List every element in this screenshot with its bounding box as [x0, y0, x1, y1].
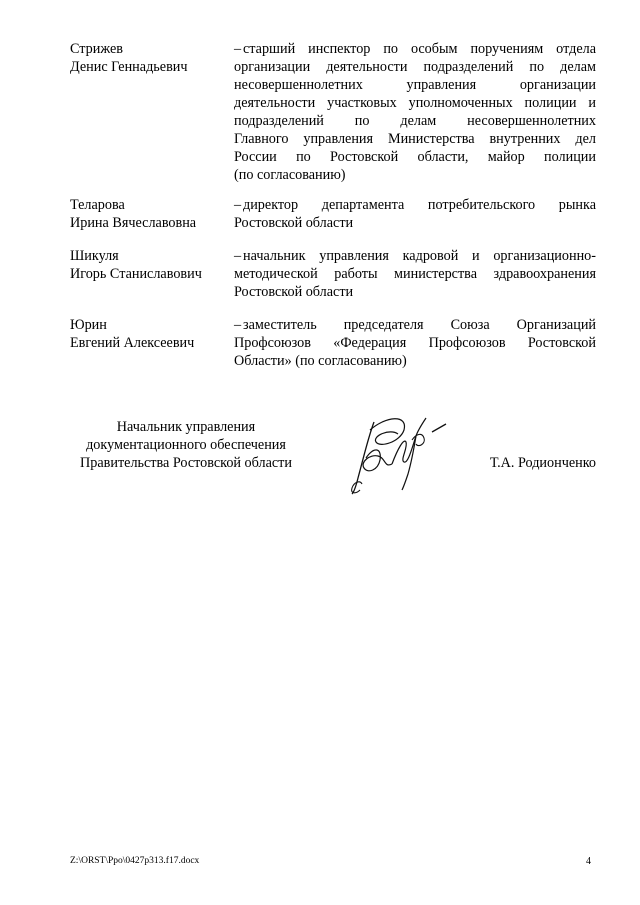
member-given-name: Игорь Станиславович	[70, 266, 202, 282]
position-line: Главного управления Министерства внутренних дел	[234, 131, 596, 147]
position-line: заместитель председателя Союза Организаций	[243, 317, 596, 333]
member-dash: –	[234, 248, 242, 264]
position-line: (по согласованию)	[234, 167, 346, 183]
signer-name: Т.А. Родионченко	[489, 455, 596, 471]
member-entry	[70, 316, 596, 370]
position-line: методической работы министерства здравоохранения	[234, 266, 596, 282]
position-line: организации деятельности подразделений по делам	[234, 59, 596, 75]
position-line: Профсоюзов «Федерация Профсоюзов Ростовской	[234, 335, 596, 351]
signer-title-line: Начальник управления	[116, 419, 256, 435]
signer-title	[70, 418, 302, 472]
member-surname: Стрижев	[70, 41, 123, 57]
signer-title-line: документационного обеспечения	[86, 437, 286, 453]
position-line: несовершеннолетних управления организации	[234, 77, 596, 93]
member-given-name: Ирина Вячеславовна	[70, 215, 197, 231]
member-name	[70, 196, 230, 232]
file-path: Z:\ORST\Ppo\0427p313.f17.docx	[70, 856, 200, 866]
signature-block	[70, 418, 596, 488]
signer-title-line: Правительства Ростовской области	[80, 455, 292, 471]
member-dash: –	[234, 317, 242, 333]
handwritten-signature	[346, 408, 466, 498]
member-position	[234, 40, 596, 184]
member-name	[70, 247, 230, 283]
member-name	[70, 316, 230, 352]
position-line: России по Ростовской области, майор полиции	[234, 149, 596, 165]
member-entry	[70, 40, 596, 186]
member-given-name: Денис Геннадьевич	[70, 59, 188, 75]
member-position	[234, 316, 596, 370]
member-surname: Юрин	[70, 317, 107, 333]
position-line: Области» (по согласованию)	[234, 353, 407, 369]
position-line: Ростовской области	[234, 215, 354, 231]
position-line: директор департамента потребительского рынка	[243, 197, 596, 213]
member-given-name: Евгений Алексеевич	[70, 335, 195, 351]
position-line: Ростовской области	[234, 284, 354, 300]
member-dash: –	[234, 197, 242, 213]
member-surname: Теларова	[70, 197, 125, 213]
position-line: начальник управления кадровой и организационно-	[243, 248, 596, 264]
member-surname: Шикуля	[70, 248, 119, 264]
member-entry	[70, 196, 596, 232]
member-position	[234, 247, 596, 301]
position-line: подразделений по делам несовершеннолетних	[234, 113, 596, 129]
member-entry	[70, 247, 596, 301]
page-number: 4	[586, 856, 591, 867]
member-name	[70, 40, 230, 76]
position-line: старший инспектор по особым поручениям отдела	[243, 41, 596, 57]
member-dash: –	[234, 41, 242, 57]
position-line: деятельности участковых уполномоченных полиции и	[234, 95, 596, 111]
member-position	[234, 196, 596, 232]
